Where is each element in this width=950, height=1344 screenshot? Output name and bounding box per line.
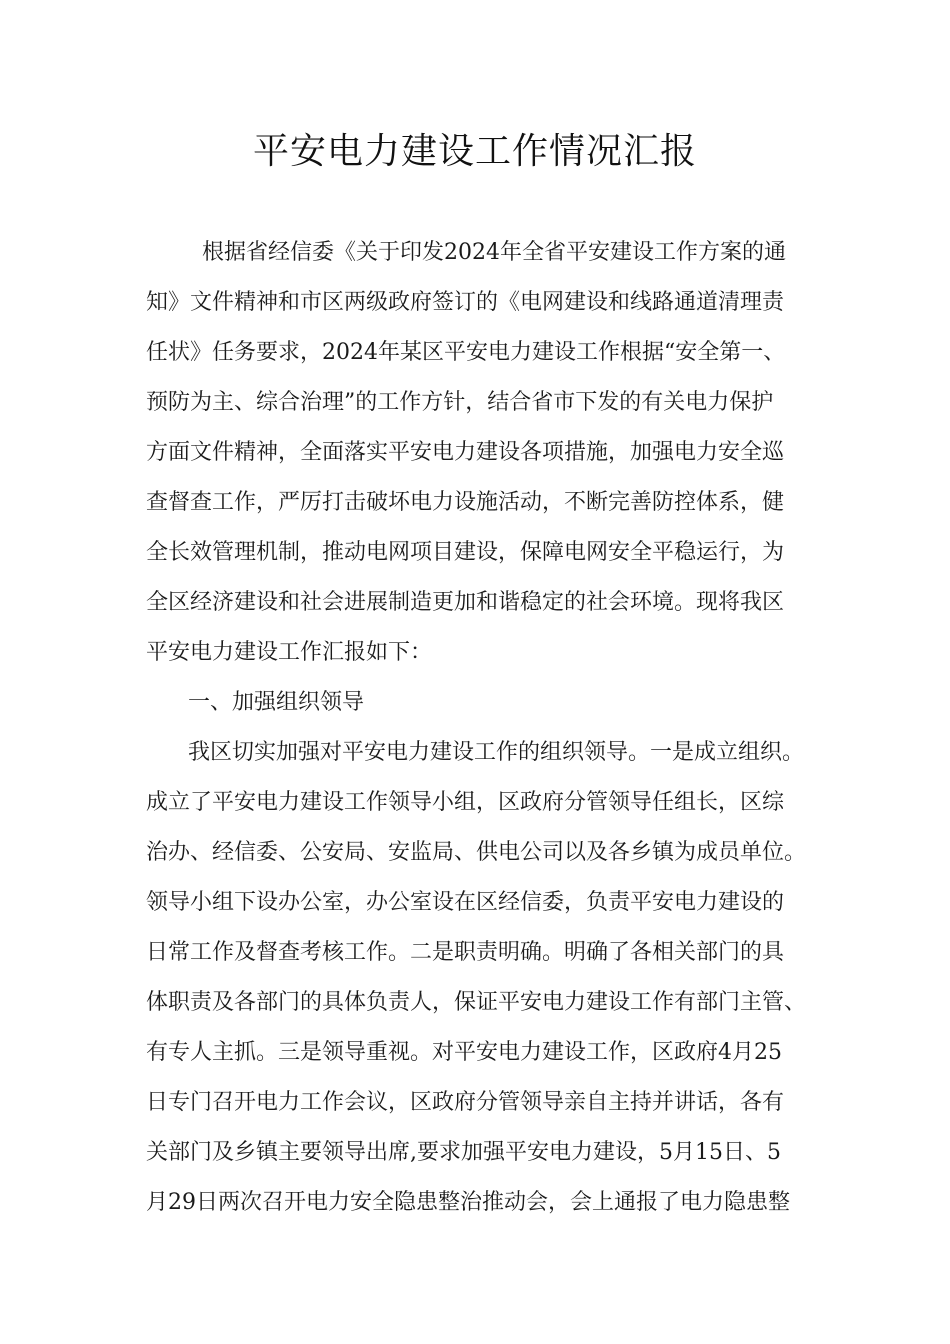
paragraph-line: 治办、经信委、公安局、安监局、供电公司以及各乡镇为成员单位。	[146, 840, 807, 865]
paragraph-line: 有专人主抓。三是领导重视。对平安电力建设工作，区政府4月25	[146, 1040, 782, 1065]
section-heading: 一、加强组织领导	[188, 690, 365, 715]
paragraph-line: 全区经济建设和社会进展制造更加和谐稳定的社会环境。现将我区	[146, 590, 785, 615]
paragraph-line: 方面文件精神，全面落实平安电力建设各项措施，加强电力安全巡	[146, 440, 785, 465]
paragraph-line: 全长效管理机制，推动电网项目建设，保障电网安全平稳运行，为	[146, 540, 785, 565]
paragraph-line: 任状》任务要求，2024年某区平安电力建设工作根据“安全第一、	[146, 340, 786, 365]
paragraph-line: 日专门召开电力工作会议，区政府分管领导亲自主持并讲话，各有	[146, 1090, 785, 1115]
paragraph-line: 月29日两次召开电力安全隐患整治推动会，会上通报了电力隐患整	[146, 1190, 790, 1215]
paragraph-line: 体职责及各部门的具体负责人，保证平安电力建设工作有部门主管、	[146, 990, 807, 1015]
paragraph-line: 我区切实加强对平安电力建设工作的组织领导。一是成立组织。	[188, 740, 805, 765]
paragraph-line: 平安电力建设工作汇报如下：	[146, 640, 433, 665]
document-title: 平安电力建设工作情况汇报	[252, 131, 697, 172]
section-heading-block	[146, 678, 810, 728]
paragraph-line: 关部门及乡镇主要领导出席,要求加强平安电力建设，5月15日、5	[146, 1140, 781, 1165]
paragraph-line: 查督查工作，严厉打击破坏电力设施活动，不断完善防控体系，健	[146, 490, 785, 515]
paragraph-line: 根据省经信委《关于印发2024年全省平安建设工作方案的通	[202, 240, 786, 265]
paragraph-line: 预防为主、综合治理”的工作方针，结合省市下发的有关电力保护	[146, 390, 774, 415]
intro-paragraph	[146, 228, 810, 678]
paragraph-line: 成立了平安电力建设工作领导小组，区政府分管领导任组长，区综	[146, 790, 785, 815]
section-paragraph	[146, 728, 810, 1228]
paragraph-line: 领导小组下设办公室，办公室设在区经信委，负责平安电力建设的	[146, 890, 785, 915]
paragraph-line: 知》文件精神和市区两级政府签订的《电网建设和线路通道清理责	[146, 290, 785, 315]
paragraph-line: 日常工作及督查考核工作。二是职责明确。明确了各相关部门的具	[146, 940, 785, 965]
